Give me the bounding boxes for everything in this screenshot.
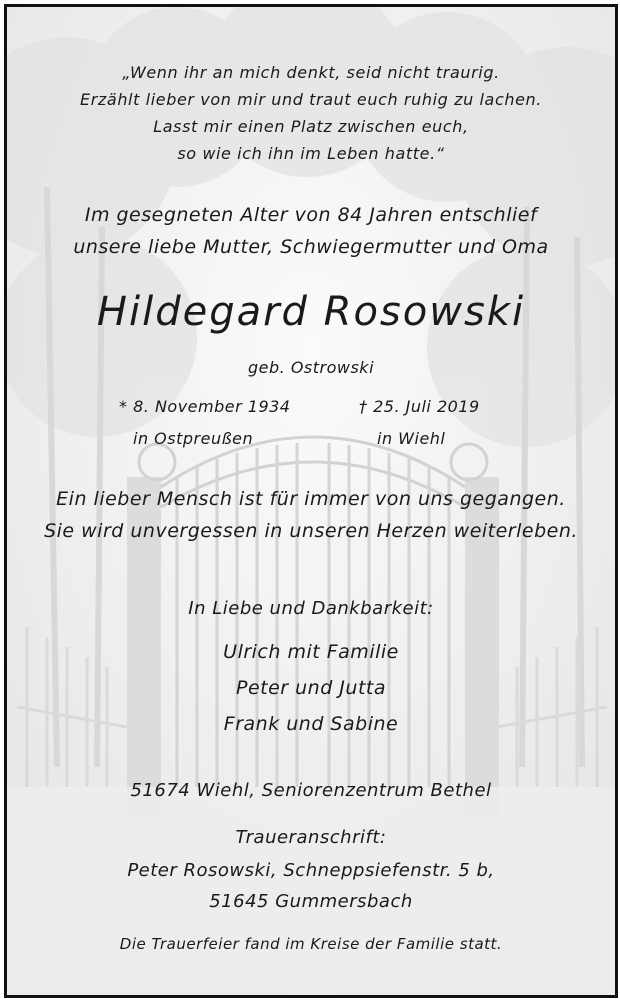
quote-line-2: Erzählt lieber von mir und traut euch ruhig zu lachen. <box>80 90 542 109</box>
footer-note: Die Trauerfeier fand im Kreise der Familie statt. <box>119 935 503 953</box>
death-place: in Wiehl <box>377 429 446 448</box>
address-line-1: Peter Rosowski, Schneppsiefenstr. 5 b, <box>127 860 495 881</box>
family-line-2: Peter und Jutta <box>235 677 386 699</box>
birth-name: geb. Ostrowski <box>247 358 375 377</box>
message-line-1: Ein lieber Mensch ist für immer von uns gegangen. <box>56 488 566 510</box>
family-line-1: Ulrich mit Familie <box>223 641 399 663</box>
gratitude-line: In Liebe und Dankbarkeit: <box>188 598 434 619</box>
location-line: 51674 Wiehl, Seniorenzentrum Bethel <box>130 780 492 801</box>
family-line-3: Frank und Sabine <box>223 713 399 735</box>
obituary-frame <box>4 4 618 998</box>
quote-line-4: so wie ich ihn im Leben hatte.“ <box>177 144 445 163</box>
address-line-2: 51645 Gummersbach <box>209 891 413 912</box>
deceased-name: Hildegard Rosowski <box>96 289 526 335</box>
birth-place: in Ostpreußen <box>133 429 254 448</box>
address-label: Traueranschrift: <box>235 827 387 848</box>
intro-line-2: unsere liebe Mutter, Schwiegermutter und Oma <box>73 236 549 258</box>
message-line-2: Sie wird unvergessen in unseren Herzen weiterleben. <box>44 520 578 542</box>
intro-line-1: Im gesegneten Alter von 84 Jahren entschlief <box>84 204 538 226</box>
birth-date: * 8. November 1934 <box>119 397 291 416</box>
obituary-text <box>7 7 615 995</box>
quote-line-3: Lasst mir einen Platz zwischen euch, <box>153 117 469 136</box>
death-date: † 25. Juli 2019 <box>359 397 480 416</box>
quote-line-1: „Wenn ihr an mich denkt, seid nicht traurig. <box>122 63 500 82</box>
